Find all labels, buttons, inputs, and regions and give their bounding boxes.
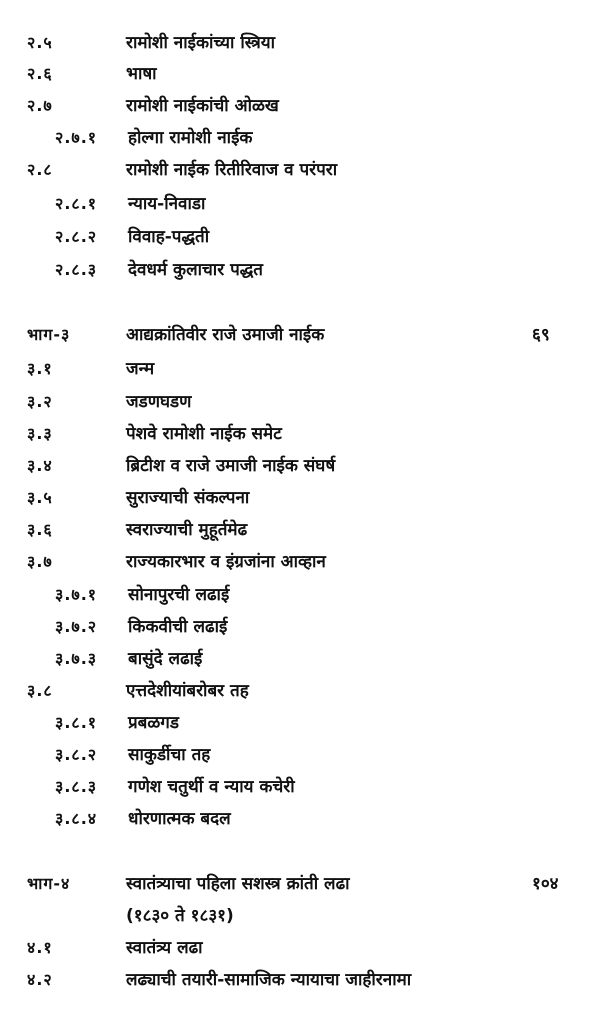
toc-part-number: भाग-३ <box>27 325 71 344</box>
toc-entry-3-8 <box>0 676 600 706</box>
toc-entry-3-7-2 <box>0 612 600 642</box>
toc-entry-title: स्वराज्याची मुहूर्तमेढ <box>126 520 248 540</box>
toc-entry-title: किकवीची लढाई <box>128 617 228 637</box>
toc-entry-3-8-4 <box>0 804 600 834</box>
toc-entry-title: भाषा <box>126 64 157 84</box>
toc-entry-number: २.६ <box>27 64 53 83</box>
toc-entry-title: बासुंदे लढाई <box>128 649 203 669</box>
toc-entry-number: ३.७.३ <box>55 649 98 668</box>
toc-entry-3-2 <box>0 387 600 417</box>
toc-entry-3-8-1 <box>0 708 600 738</box>
toc-entry-title: स्वातंत्र्य लढा <box>126 938 203 958</box>
toc-entry-number: ३.८.१ <box>55 713 98 732</box>
toc-entry-title: विवाह-पद्धती <box>128 227 210 247</box>
toc-entry-3-4 <box>0 451 600 481</box>
toc-entry-title: देवधर्म कुलाचार पद्धत <box>128 260 264 280</box>
toc-entry-number: ३.७.१ <box>55 585 98 604</box>
toc-entry-number: ३.८.४ <box>55 809 98 828</box>
toc-entry-number: ३.५ <box>27 488 53 507</box>
toc-entry-number: ३.७.२ <box>55 617 98 636</box>
toc-entry-number: २.८.३ <box>55 260 98 279</box>
toc-entry-number: २.८.२ <box>55 227 98 246</box>
toc-part-4-subtitle <box>0 901 600 931</box>
toc-entry-title: प्रबळगड <box>128 713 179 733</box>
toc-entry-title: होल्गा रामोशी नाईक <box>128 128 253 148</box>
toc-entry-2-8 <box>0 155 600 185</box>
toc-entry-3-1 <box>0 354 600 384</box>
toc-part-3 <box>0 320 600 350</box>
toc-entry-4-1 <box>0 933 600 963</box>
toc-entry-2-7 <box>0 91 600 121</box>
toc-entry-title: रामोशी नाईकांची ओळख <box>126 96 279 116</box>
toc-entry-title: रामोशी नाईकांच्या स्त्रिया <box>126 33 276 53</box>
toc-entry-number: २.५ <box>27 33 53 52</box>
toc-entry-3-5 <box>0 483 600 513</box>
toc-entry-number: ३.३ <box>27 424 53 443</box>
toc-entry-number: २.७.१ <box>55 128 98 147</box>
toc-page-number: ६९ <box>532 325 550 345</box>
toc-entry-title: धोरणात्मक बदल <box>128 809 231 829</box>
toc-entry-number: ३.१ <box>27 359 53 378</box>
toc-entry-number: ३.४ <box>27 456 53 475</box>
toc-entry-title: राज्यकारभार व इंग्रजांना आव्हान <box>126 552 326 572</box>
toc-entry-title: गणेश चतुर्थी व न्याय कचेरी <box>128 777 295 797</box>
toc-entry-number: ३.६ <box>27 520 53 539</box>
toc-entry-number: २.८ <box>27 160 53 179</box>
toc-entry-number: ३.८.३ <box>55 777 98 796</box>
toc-entry-2-8-1 <box>0 189 600 219</box>
toc-entry-number: ३.८ <box>27 681 53 700</box>
toc-entry-2-7-1 <box>0 123 600 153</box>
toc-entry-title: एत्तदेशीयांबरोबर तह <box>126 681 249 701</box>
toc-entry-3-7 <box>0 547 600 577</box>
toc-entry-title: लढ्याची तयारी-सामाजिक न्यायाचा जाहीरनामा <box>126 970 412 990</box>
toc-entry-number: २.८.१ <box>55 194 98 213</box>
toc-entry-title: सुराज्याची संकल्पना <box>126 488 250 508</box>
toc-entry-2-8-2 <box>0 222 600 252</box>
toc-entry-3-3 <box>0 419 600 449</box>
toc-entry-title: ब्रिटीश व राजे उमाजी नाईक संघर्ष <box>126 456 336 476</box>
toc-part-subtitle: (१८३० ते १८३१) <box>126 906 234 926</box>
toc-entry-title: रामोशी नाईक रितीरिवाज व परंपरा <box>126 160 338 180</box>
toc-entry-number: ३.२ <box>27 392 53 411</box>
toc-entry-2-5 <box>0 28 600 58</box>
toc-part-title: आद्यक्रांतिवीर राजे उमाजी नाईक <box>126 325 325 345</box>
toc-entry-title: न्याय-निवाडा <box>128 194 206 214</box>
toc-part-title: स्वातंत्र्याचा पहिला सशस्त्र क्रांती लढा <box>126 874 350 894</box>
toc-entry-title: सोनापुरची लढाई <box>128 585 230 605</box>
toc-entry-2-8-3 <box>0 255 600 285</box>
toc-entry-number: ४.१ <box>27 938 53 957</box>
toc-entry-number: ३.७ <box>27 552 53 571</box>
toc-part-4 <box>0 869 600 899</box>
toc-entry-number: २.७ <box>27 96 53 115</box>
toc-entry-3-6 <box>0 515 600 545</box>
toc-page-number: १०४ <box>532 874 559 894</box>
toc-entry-3-8-3 <box>0 772 600 802</box>
toc-entry-title: पेशवे रामोशी नाईक समेट <box>126 424 282 444</box>
toc-entry-title: जडणघडण <box>126 392 192 412</box>
toc-entry-2-6 <box>0 59 600 89</box>
toc-entry-3-8-2 <box>0 740 600 770</box>
toc-entry-3-7-1 <box>0 580 600 610</box>
toc-entry-title: साकुर्डीचा तह <box>128 745 211 765</box>
toc-entry-3-7-3 <box>0 644 600 674</box>
toc-entry-number: ३.८.२ <box>55 745 98 764</box>
toc-entry-title: जन्म <box>126 359 155 379</box>
toc-entry-4-2 <box>0 965 600 995</box>
toc-entry-number: ४.२ <box>27 970 53 989</box>
toc-part-number: भाग-४ <box>27 874 71 893</box>
